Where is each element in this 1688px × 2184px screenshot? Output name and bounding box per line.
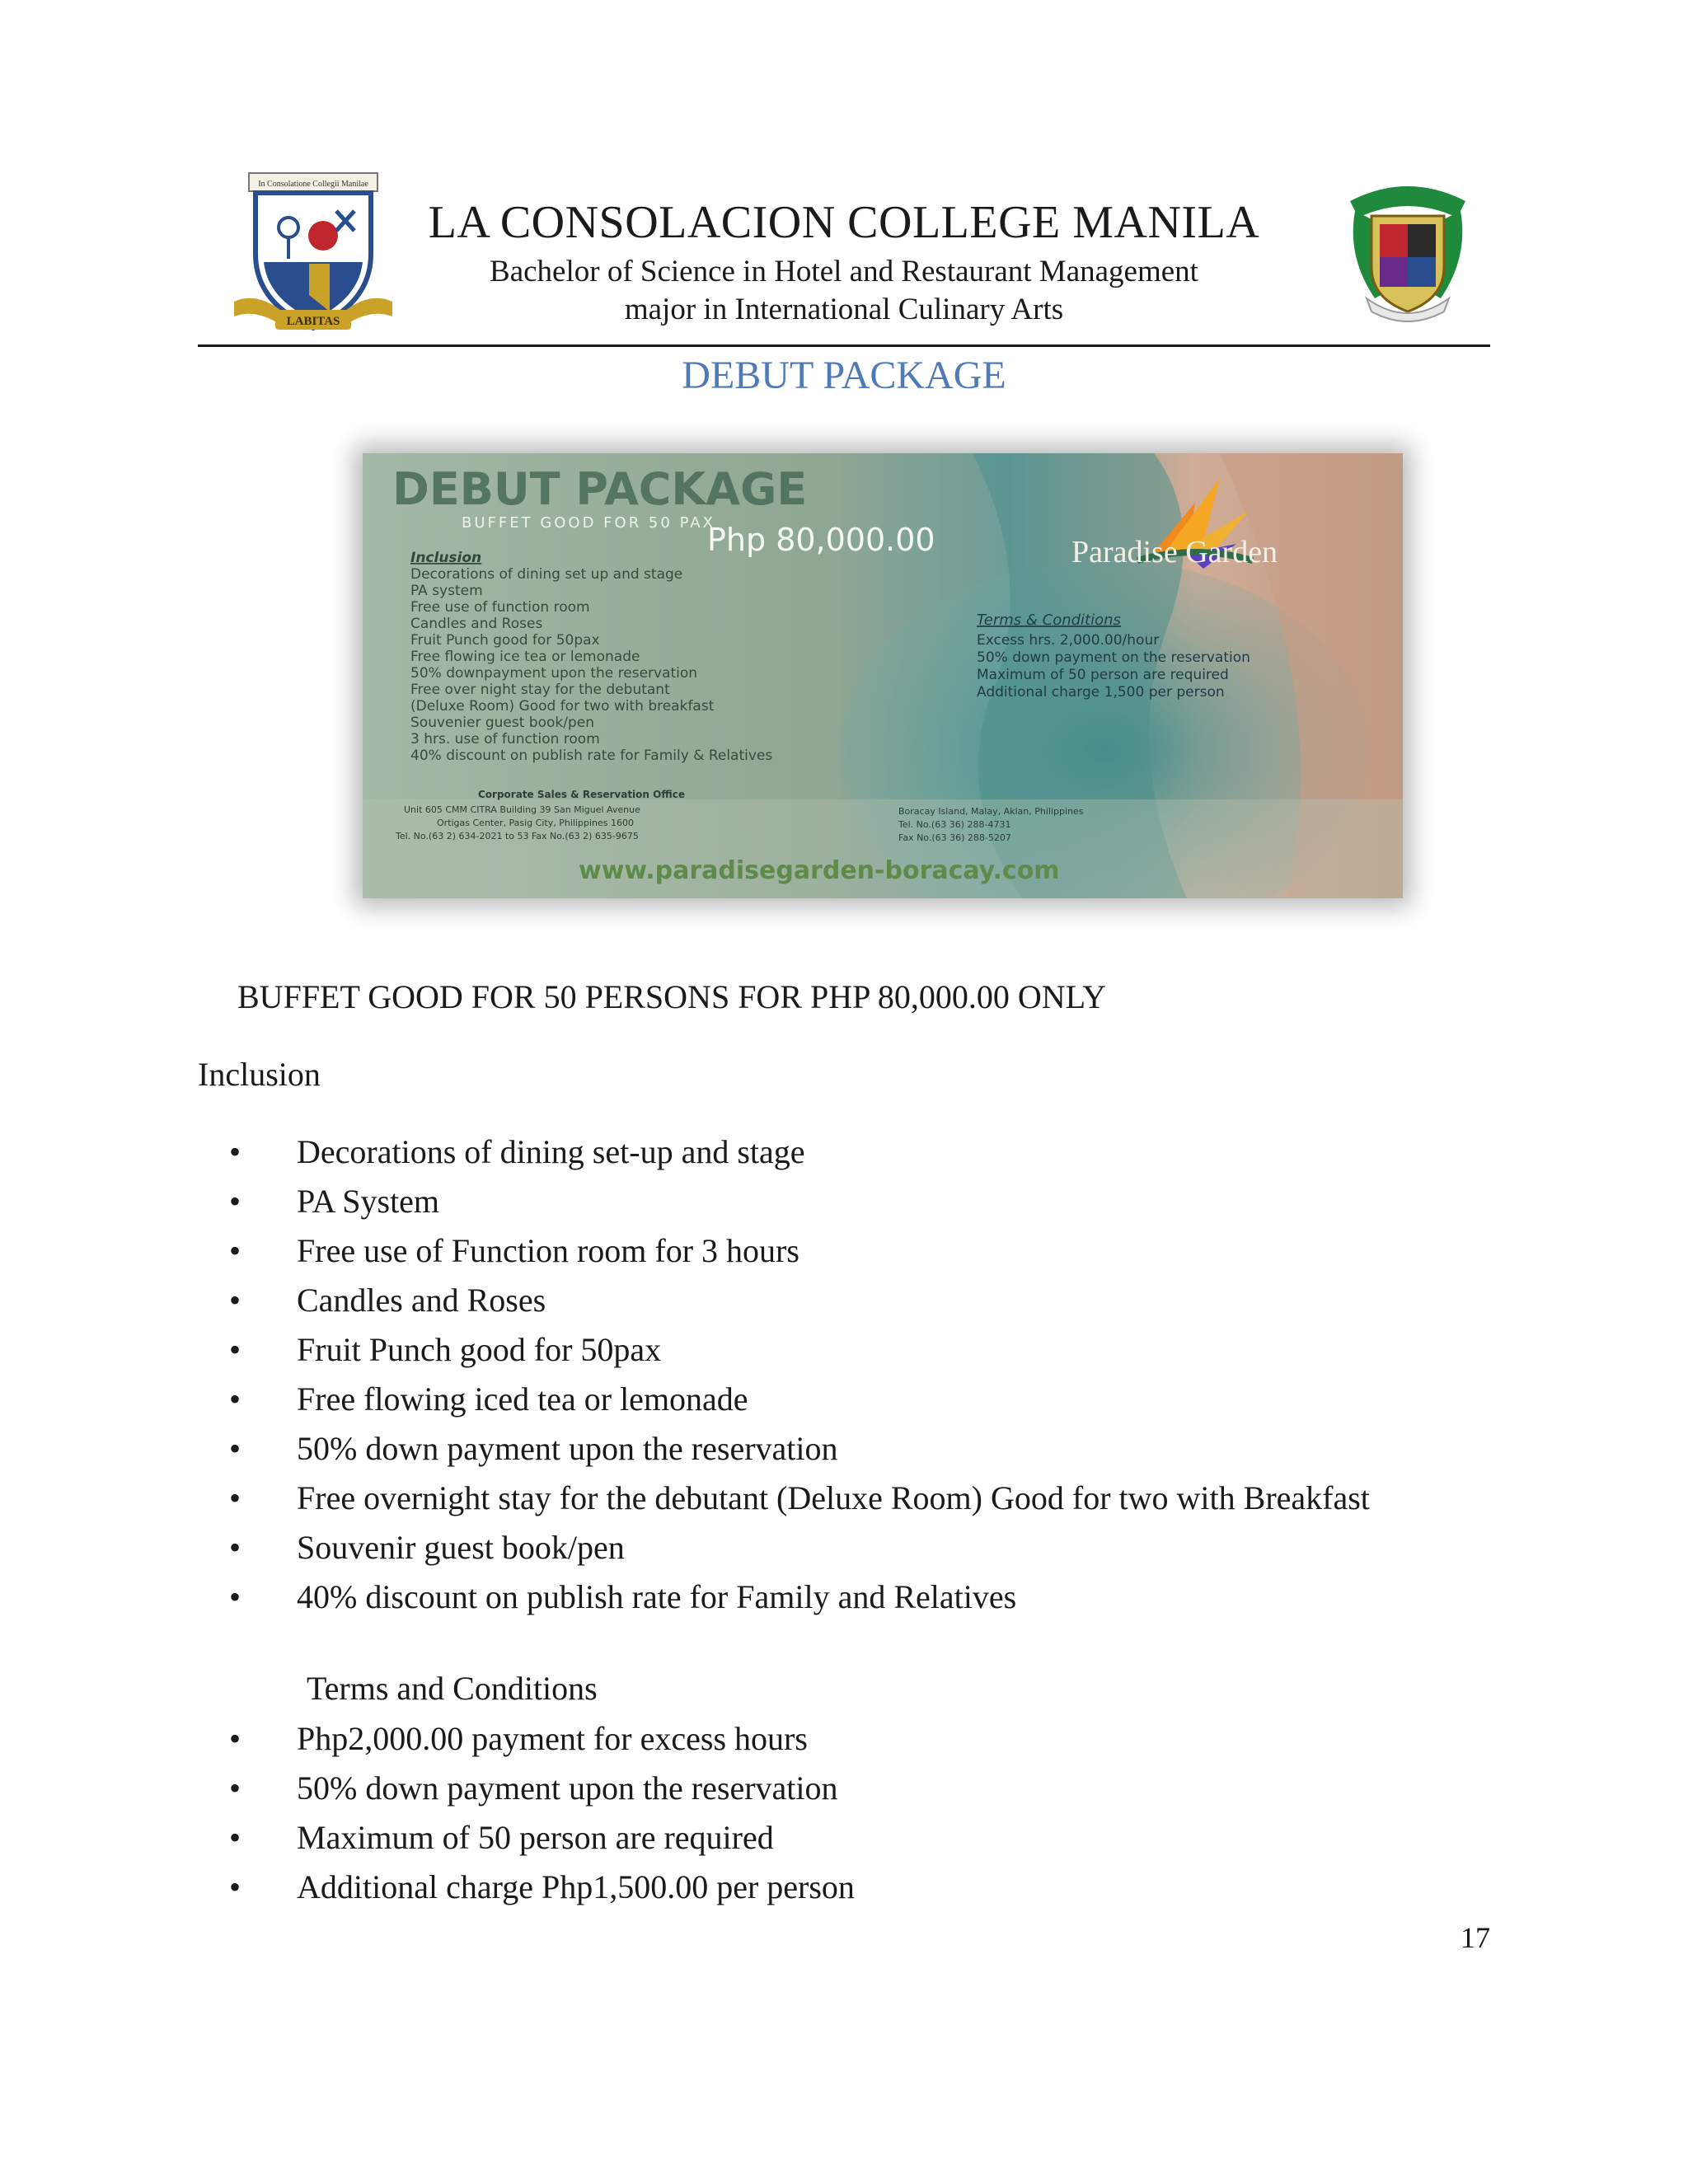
package-headline: BUFFET GOOD FOR 50 PERSONS FOR PHP 80,000.00 ONLY: [237, 978, 1106, 1015]
list-item-text: Decorations of dining set-up and stage: [297, 1133, 805, 1170]
terms-item: [198, 1719, 1484, 1758]
flyer-subtitle: BUFFET GOOD FOR 50 PAX: [462, 514, 715, 532]
program-line-1: Bachelor of Science in Hotel and Restaurant Management: [490, 255, 1198, 288]
inclusion-item: [198, 1281, 1484, 1319]
bullet-icon: •: [229, 1769, 241, 1807]
school-name: LA CONSOLACION COLLEGE MANILA: [428, 197, 1260, 248]
terms-item: [198, 1818, 1484, 1857]
list-item-text: PA System: [297, 1183, 440, 1220]
crest-banner: LABITAS: [286, 315, 340, 328]
flyer-resort-line-1: Boracay Island, Malay, Aklan, Philippines: [898, 806, 1084, 817]
inclusion-item: [198, 1182, 1484, 1221]
inclusion-item: [198, 1132, 1484, 1171]
list-item-text: 50% down payment upon the reservation: [297, 1769, 838, 1807]
header-divider: [198, 344, 1490, 347]
flyer-office-line-3: Tel. No.(63 2) 634-2021 to 53 Fax No.(63 2) 635-9675: [396, 831, 639, 841]
terms-heading: Terms and Conditions: [307, 1670, 598, 1707]
list-item-text: Souvenir guest book/pen: [297, 1529, 625, 1566]
list-item-text: Php2,000.00 payment for excess hours: [297, 1720, 808, 1757]
inclusion-list: [198, 1132, 1484, 1627]
terms-item: [198, 1769, 1484, 1807]
bullet-icon: •: [229, 1331, 241, 1368]
inclusion-item: [198, 1231, 1484, 1270]
flyer-price: Php 80,000.00: [707, 522, 935, 558]
flyer-inclusion-item: Free use of function room: [410, 599, 590, 616]
bullet-icon: •: [229, 1720, 241, 1757]
list-item-text: Maximum of 50 person are required: [297, 1819, 774, 1856]
flyer-resort-line-2: Tel. No.(63 36) 288-4731: [898, 819, 1011, 830]
inclusion-label: Inclusion: [198, 1056, 321, 1093]
flyer-office-heading: Corporate Sales & Reservation Office: [478, 789, 685, 800]
inclusion-item: [198, 1380, 1484, 1418]
bullet-icon: •: [229, 1282, 241, 1319]
flyer-terms-item: Additional charge 1,500 per person: [977, 684, 1225, 701]
terms-list: [198, 1719, 1484, 1917]
list-item-text: Free overnight stay for the debutant (Deluxe Room) Good for two with Breakfast: [297, 1479, 1370, 1516]
program-line-2: major in International Culinary Arts: [624, 293, 1064, 326]
flyer-resort-line-3: Fax No.(63 36) 288-5207: [898, 832, 1011, 843]
terms-item: [198, 1868, 1484, 1906]
list-item-text: 50% down payment upon the reservation: [297, 1430, 838, 1467]
flyer-inclusion-item: 50% downpayment upon the reservation: [410, 665, 698, 682]
bullet-icon: •: [229, 1232, 241, 1269]
inclusion-item: [198, 1577, 1484, 1616]
debut-package-flyer: [363, 453, 1403, 898]
bullet-icon: •: [229, 1578, 241, 1615]
bullet-icon: •: [229, 1430, 241, 1467]
flyer-brand: Paradise Garden: [1071, 535, 1278, 569]
list-item-text: Free use of Function room for 3 hours: [297, 1232, 799, 1269]
flyer-office-line-1: Unit 605 CMM CITRA Building 39 San Miguel Avenue: [404, 804, 640, 815]
list-item-text: Additional charge Php1,500.00 per person: [297, 1868, 855, 1905]
flyer-inclusion-item: (Deluxe Room) Good for two with breakfast: [410, 698, 715, 715]
flyer-inclusion-item: Free over night stay for the debutant: [410, 682, 670, 698]
flyer-inclusion-item: 40% discount on publish rate for Family & Relatives: [410, 748, 773, 764]
inclusion-item: [198, 1330, 1484, 1369]
list-item-text: Candles and Roses: [297, 1282, 546, 1319]
bullet-icon: •: [229, 1133, 241, 1170]
inclusion-item: [198, 1528, 1484, 1567]
bullet-icon: •: [229, 1479, 241, 1516]
flyer-terms-item: 50% down payment on the reservation: [977, 649, 1250, 666]
flyer-inclusion-item: Souvenier guest book/pen: [410, 715, 594, 731]
bullet-icon: •: [229, 1529, 241, 1566]
list-item-text: Fruit Punch good for 50pax: [297, 1331, 662, 1368]
list-item-text: Free flowing iced tea or lemonade: [297, 1380, 748, 1418]
flyer-inclusion-item: Candles and Roses: [410, 616, 543, 632]
flyer-inclusion-heading: Inclusion: [410, 550, 482, 566]
bullet-icon: •: [229, 1819, 241, 1856]
flyer-inclusion-item: Free flowing ice tea or lemonade: [410, 649, 640, 665]
flyer-website: www.paradisegarden-boracay.com: [579, 856, 1060, 885]
crest-motto: In Consolatione Collegii Manilae: [258, 180, 368, 189]
flyer-title: DEBUT PACKAGE: [392, 463, 808, 515]
page-heading: DEBUT PACKAGE: [682, 354, 1006, 397]
bullet-icon: •: [229, 1868, 241, 1905]
bullet-icon: •: [229, 1380, 241, 1418]
inclusion-item: [198, 1479, 1484, 1517]
flyer-inclusion-item: PA system: [410, 583, 483, 599]
flyer-inclusion-item: 3 hrs. use of function room: [410, 731, 600, 748]
flyer-terms-item: Maximum of 50 person are required: [977, 667, 1229, 683]
flyer-terms-item: Excess hrs. 2,000.00/hour: [977, 632, 1160, 649]
inclusion-item: [198, 1429, 1484, 1468]
flyer-office-line-2: Ortigas Center, Pasig City, Philippines 1600: [437, 818, 634, 828]
flyer-terms-heading: Terms & Conditions: [977, 612, 1121, 629]
flyer-inclusion-item: Fruit Punch good for 50pax: [410, 632, 600, 649]
flyer-inclusion-item: Decorations of dining set up and stage: [410, 566, 683, 583]
page-number: 17: [1461, 1921, 1490, 1954]
bullet-icon: •: [229, 1183, 241, 1220]
list-item-text: 40% discount on publish rate for Family and Relatives: [297, 1578, 1017, 1615]
